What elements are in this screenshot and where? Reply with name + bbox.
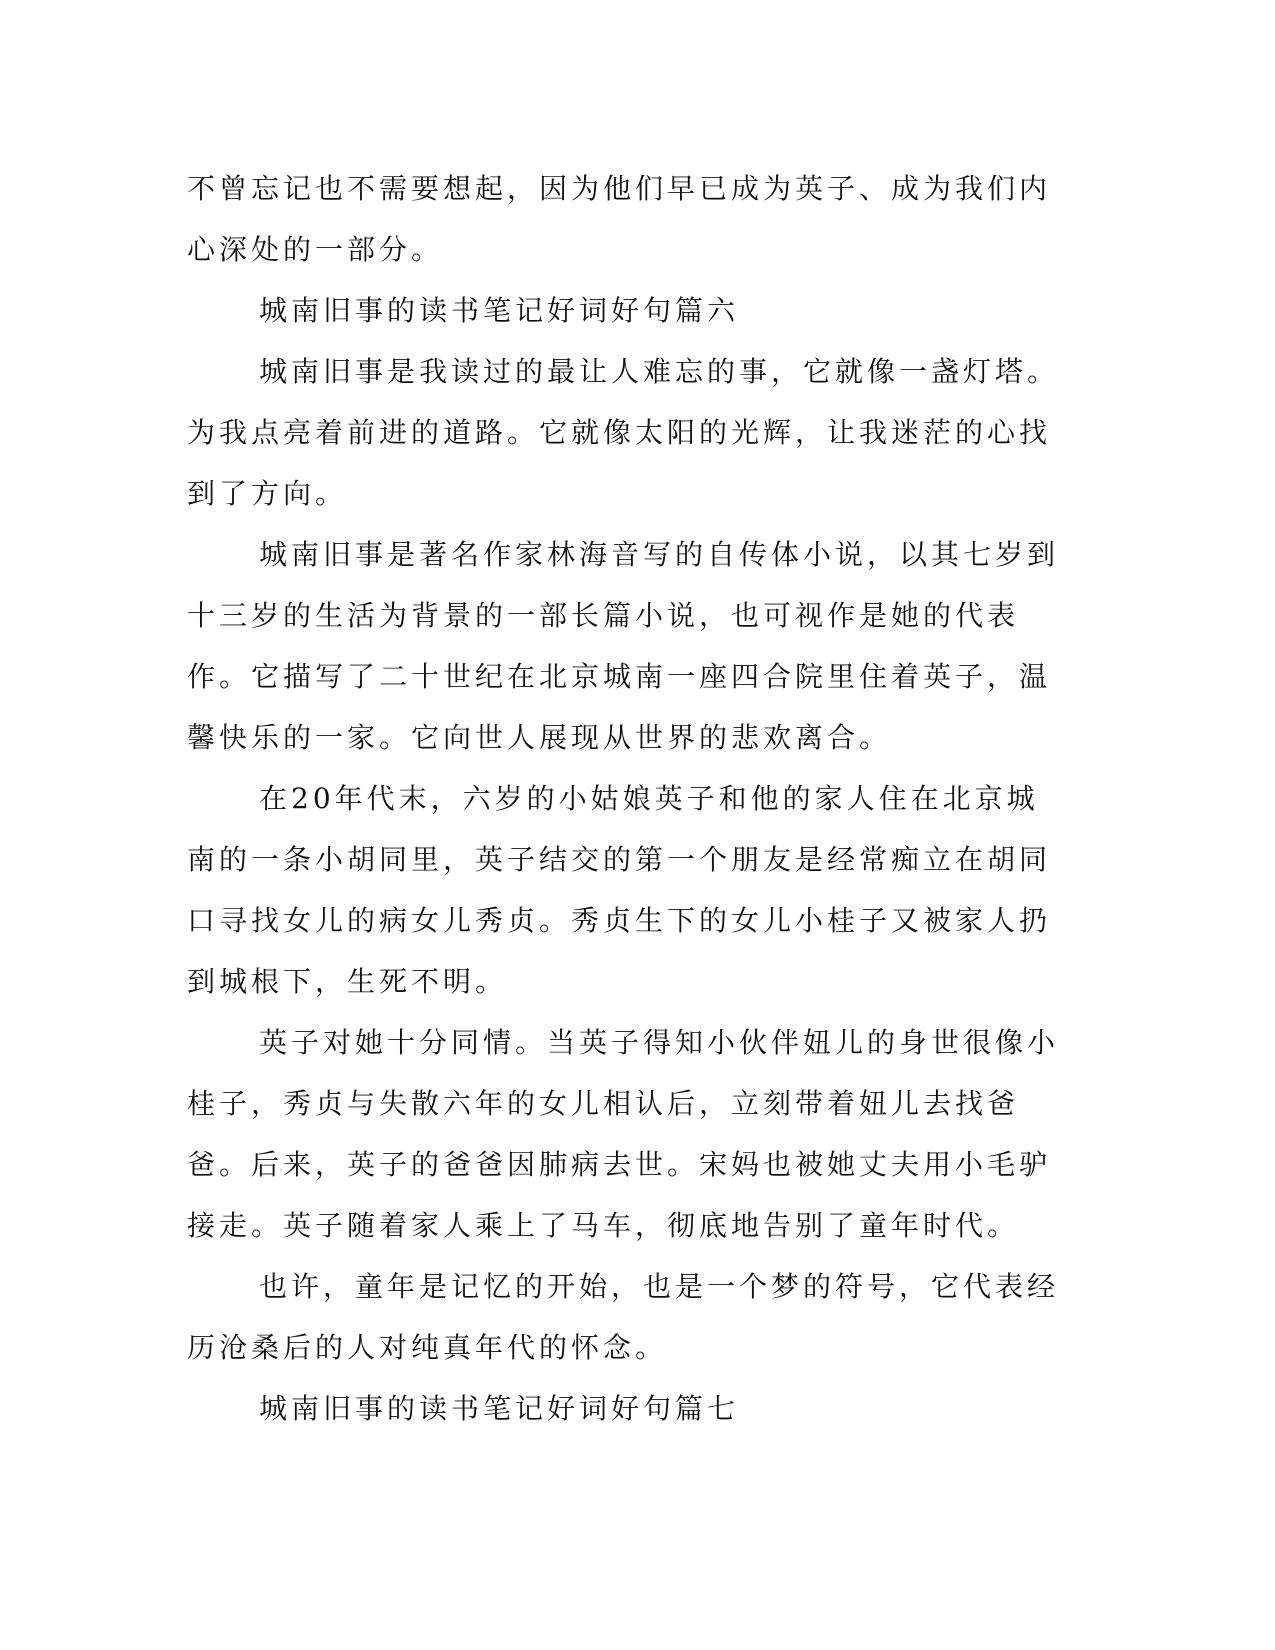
- paragraph: 城南旧事是著名作家林海音写的自传体小说，以其七岁到十三岁的生活为背景的一部长篇小说，也可视作是她的代表作。它描写了二十世纪在北京城南一座四合院里住着英子，温馨快乐的一家。它向世人展现从世界的悲欢离合。: [187, 538, 1060, 754]
- section-heading-six: 城南旧事的读书笔记好词好句篇六: [259, 294, 740, 327]
- document-body: [187, 158, 1067, 1439]
- paragraph: 也许，童年是记忆的开始，也是一个梦的符号，它代表经历沧桑后的人对纯真年代的怀念。: [187, 1270, 1060, 1364]
- paragraph-continuation: 不曾忘记也不需要想起，因为他们早已成为英子、成为我们内心深处的一部分。: [187, 172, 1052, 266]
- section-heading-seven: 城南旧事的读书笔记好词好句篇七: [259, 1392, 740, 1425]
- paragraph: 英子对她十分同情。当英子得知小伙伴妞儿的身世很像小桂子，秀贞与失散六年的女儿相认后，立刻带着妞儿去找爸爸。后来，英子的爸爸因肺病去世。宋妈也被她丈夫用小毛驴接走。英子随着家人乘上了马车，彻底地告别了童年时代。: [187, 1026, 1060, 1242]
- paragraph: 在20年代末，六岁的小姑娘英子和他的家人住在北京城南的一条小胡同里，英子结交的第一个朋友是经常痴立在胡同口寻找女儿的病女儿秀贞。秀贞生下的女儿小桂子又被家人扔到城根下，生死不明。: [187, 782, 1052, 998]
- paragraph: 城南旧事是我读过的最让人难忘的事，它就像一盏灯塔。为我点亮着前进的道路。它就像太阳的光辉，让我迷茫的心找到了方向。: [187, 355, 1060, 510]
